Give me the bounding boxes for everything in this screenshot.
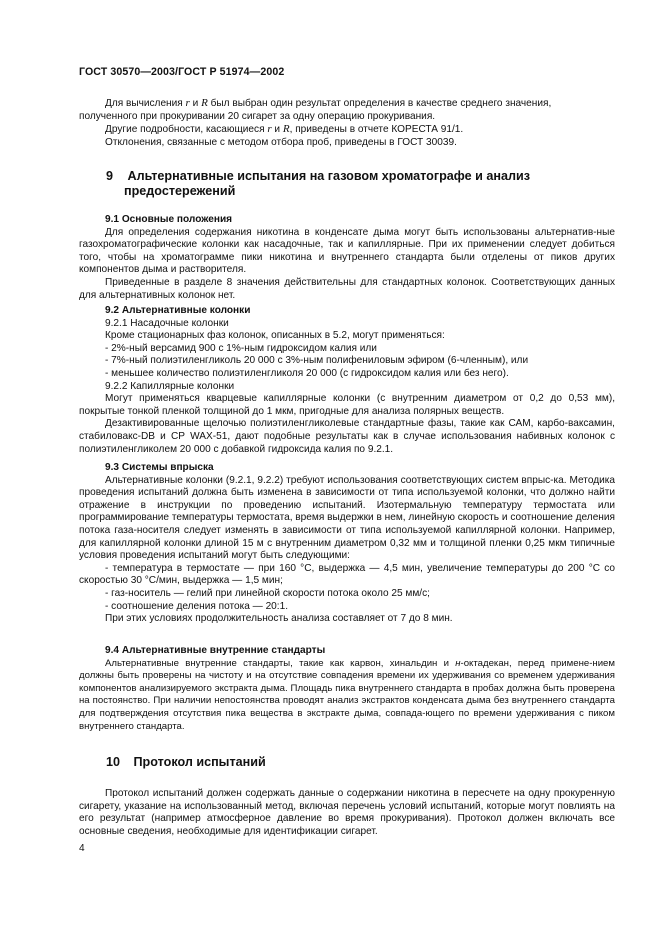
section-9-heading — [106, 169, 576, 199]
section-10-title: Протокол испытаний — [133, 755, 266, 769]
list-item: - соотношение деления потока — 20:1. — [105, 600, 289, 612]
intro-block — [79, 97, 615, 149]
subsection-9-4-paragraph-1: Альтернативные внутренние стандарты, такие как карвон, хинальдин и н-октадекан, перед примене-нием должны быть проверены на чистоту и на отсутствие совпадения времени их удерживания со временем удерживания компонентов анализируемого экстракта дыма. Площадь пика внутреннего стандарта в пробах должна быть проверена на постоянство. При наличии непостоянства проводят анализ экстрактов конденсата дыма без внутреннего стандарта для подтверждения отсутствия пика вещества в экстракте дыма, совпада-ющего по времени удерживания с пиком внутреннего стандарта. — [79, 657, 615, 732]
subsection-9-1-paragraph-2: Приведенные в разделе 8 значения действительны для стандартных колонок. Соответствующих данных для альтернативных колонок нет. — [79, 276, 615, 301]
document-code-header: ГОСТ 30570—2003/ГОСТ Р 51974—2002 — [79, 66, 285, 78]
subsection-9-3-heading: 9.3 Системы впрыска — [105, 462, 214, 473]
subsection-9-1-heading: 9.1 Основные положения — [105, 214, 233, 225]
section-9-title-line1: Альтернативные испытания на газовом хроматографе и анализ — [127, 169, 530, 183]
intro-paragraph-2: Другие подробности, касающиеся r и R, приведены в отчете КОРЕСТА 91/1. — [105, 123, 464, 136]
subsection-9-1 — [79, 214, 615, 302]
list-item: - меньшее количество полиэтиленгликоля 20 000 (с гидроксидом калия или без него). — [105, 367, 509, 379]
intro-paragraph-1: Для вычисления r и R был выбран один результат определения в качестве среднего значения, полученного при прокуривании 20 сигарет за одну операцию прокуривания. — [79, 97, 552, 122]
list-item: - 7%-ный полиэтиленгликоль 20 000 с 3%-ным полифениловым эфиром (6-членным), или — [105, 355, 529, 367]
subsection-9-3 — [79, 462, 615, 626]
subsection-9-2-heading: 9.2 Альтернативные колонки — [105, 305, 251, 316]
subsection-9-4 — [79, 645, 615, 733]
subsection-9-2 — [79, 305, 615, 456]
list-item: - газ-носитель — гелий при линейной скорости потока около 25 мм/с; — [105, 587, 430, 599]
subsection-9-1-paragraph-1: Для определения содержания никотина в конденсате дыма могут быть использованы альтернатив-ные газохроматографические колонки как насадочные, так и капиллярные. При их применении следует добиться того, чтобы на хроматограмме пики никотина и внутреннего стандарта были отделены от пиков других компонентов дыма и растворителя. — [79, 226, 615, 276]
subsection-9-2-1-intro: Кроме стационарных фаз колонок, описанных в 5.2, могут применяться: — [105, 330, 445, 342]
subsection-9-4-heading: 9.4 Альтернативные внутренние стандарты — [105, 645, 326, 656]
subsection-9-2-2-paragraph-2: Дезактивированные щелочью полиэтиленгликолевые стандартные фазы, такие как САМ, карбо-ваксамин, стабиловакс-DB и СР WAX-51, дают подобные результаты как в случае использования набивных колонок с полиэтиленгликолем 20 000 с добавкой гидроксида калия по 9.2.1. — [79, 418, 615, 455]
section-9-number: 9 — [106, 169, 114, 183]
section-10-number: 10 — [106, 755, 121, 769]
intro-paragraph-3: Отклонения, связанные с методом отбора проб, приведены в ГОСТ 30039. — [105, 136, 457, 148]
list-item: - 2%-ный версамид 900 с 1%-ным гидроксидом калия или — [105, 342, 377, 354]
subsection-9-2-2-heading: 9.2.2 Капиллярные колонки — [105, 380, 235, 392]
section-10-body — [79, 788, 615, 838]
section-9-title-line2: предостережений — [124, 184, 236, 199]
subsection-9-3-paragraph-1: Альтернативные колонки (9.2.1, 9.2.2) требуют использования соответствующих систем впрыс-ка. Методика проведения испытаний должна быть изменена в зависимости от типа используемой колонки, что должно найти отражение в инструкции по проведению испытаний. Изотермальную температуру термостата или программирование температуры термостата, время выдержки в нем, линейную скорость и соотношение деления потока газа-носителя следует изменять в зависимости от типа используемой капиллярной колонки. Например, для капиллярной колонки длиной 15 м с внутренним диаметром 0,32 мм и толщиной пленки 0,25 мкм типичные условия проведения испытаний могут быть следующими: — [79, 474, 615, 562]
section-10-paragraph: Протокол испытаний должен содержать данные о содержании никотина в пересчете на одну прокуренную сигарету, указание на использованный метод, включая перечень условий испытаний, которые могут повлиять на его результат (например атмосферное давление во время прокуривания). Протокол должен включать все основные сведения, необходимые для идентификации сигарет. — [79, 788, 615, 837]
section-10-heading — [106, 755, 576, 770]
subsection-9-2-1-heading: 9.2.1 Насадочные колонки — [105, 317, 229, 329]
subsection-9-2-2-paragraph-1: Могут применяться кварцевые капиллярные колонки (с внутренним диаметром от 0,2 до 0,53 мм), покрытые тонкой пленкой толщиной до 1 мкм, пригодные для анализа полярных веществ. — [79, 393, 615, 417]
list-item: - температура в термостате — при 160 °С, выдержка — 4,5 мин, увеличение температуры до 200 °С со скоростью 30 °С/мин, выдержка — 1,5 мин; — [79, 562, 615, 587]
page-number: 4 — [79, 843, 85, 854]
subsection-9-3-paragraph-2: При этих условиях продолжительность анализа составляет от 7 до 8 мин. — [105, 613, 453, 625]
